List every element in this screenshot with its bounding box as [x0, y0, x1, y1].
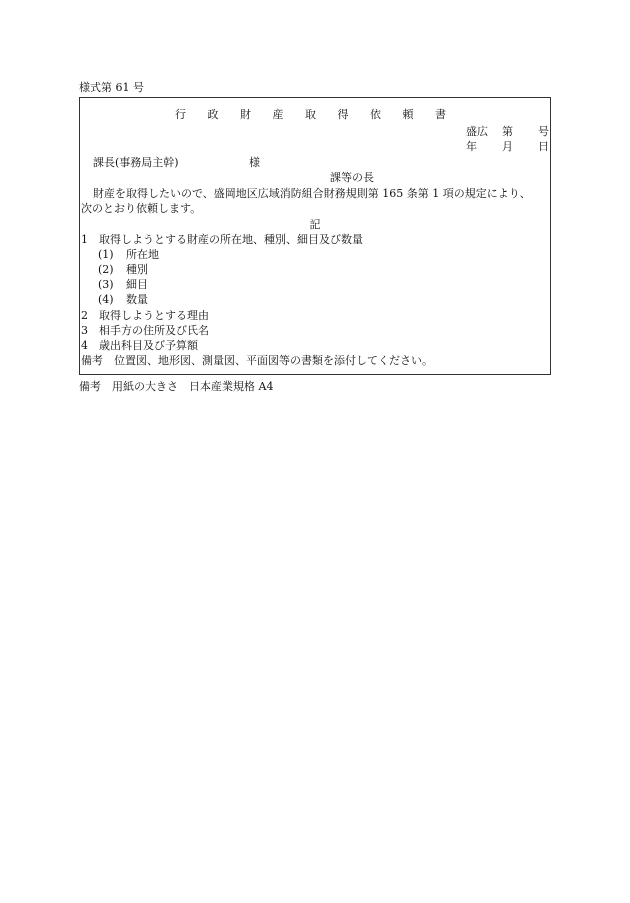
number-dai: 第	[502, 125, 513, 138]
sub-item-text: 所在地	[126, 248, 159, 261]
sub-item-number: (3)	[98, 278, 114, 291]
sub-item	[98, 264, 148, 275]
number-prefix: 盛広	[466, 125, 488, 138]
body-text-line-2: 次のとおり依頼します。	[81, 202, 202, 215]
item-number: 1	[81, 233, 88, 246]
item-text: 相手方の住所及び氏名	[99, 324, 209, 337]
form-number: 様式第 61 号	[79, 81, 144, 94]
sub-item-number: (2)	[98, 263, 114, 276]
list-item	[81, 310, 209, 321]
item-number: 4	[81, 339, 88, 352]
sub-item-text: 細目	[126, 278, 148, 291]
sub-item-text: 数量	[126, 293, 148, 306]
sender: 課等の長	[330, 171, 374, 184]
number-go: 号	[538, 125, 549, 138]
sub-item	[98, 279, 148, 290]
sub-item-number: (4)	[98, 293, 114, 306]
sub-item	[98, 294, 148, 305]
list-item	[81, 340, 198, 351]
list-item	[81, 234, 363, 245]
addressee: 課長(事務局主幹)	[93, 156, 179, 169]
item-text: 取得しようとする財産の所在地、種別、細目及び数量	[99, 233, 363, 246]
item-text: 取得しようとする理由	[99, 309, 209, 322]
date-day: 日	[538, 140, 549, 153]
date-month: 月	[502, 140, 513, 153]
item-text: 歳出科目及び予算額	[99, 339, 198, 352]
document-title: 行 政 財 産 取 得 依 頼 書	[175, 108, 455, 121]
item-number: 2	[81, 309, 88, 322]
ki-heading: 記	[309, 218, 321, 231]
request-form-frame	[79, 97, 551, 375]
body-text-line-1: 財産を取得したいので、盛岡地区広域消防組合財務規則第 165 条第 1 項の規定により、	[93, 187, 531, 200]
item-number: 3	[81, 324, 88, 337]
list-item	[81, 325, 209, 336]
sub-item-number: (1)	[98, 248, 114, 261]
sub-item-text: 種別	[126, 263, 148, 276]
sub-item	[98, 249, 159, 260]
addressee-honorific: 様	[249, 156, 260, 169]
inner-remarks: 備考 位置図、地形図、測量図、平面図等の書類を添付してください。	[81, 354, 433, 367]
paper-size-note: 備考 用紙の大きさ 日本産業規格 A4	[79, 380, 274, 393]
date-year: 年	[466, 140, 477, 153]
